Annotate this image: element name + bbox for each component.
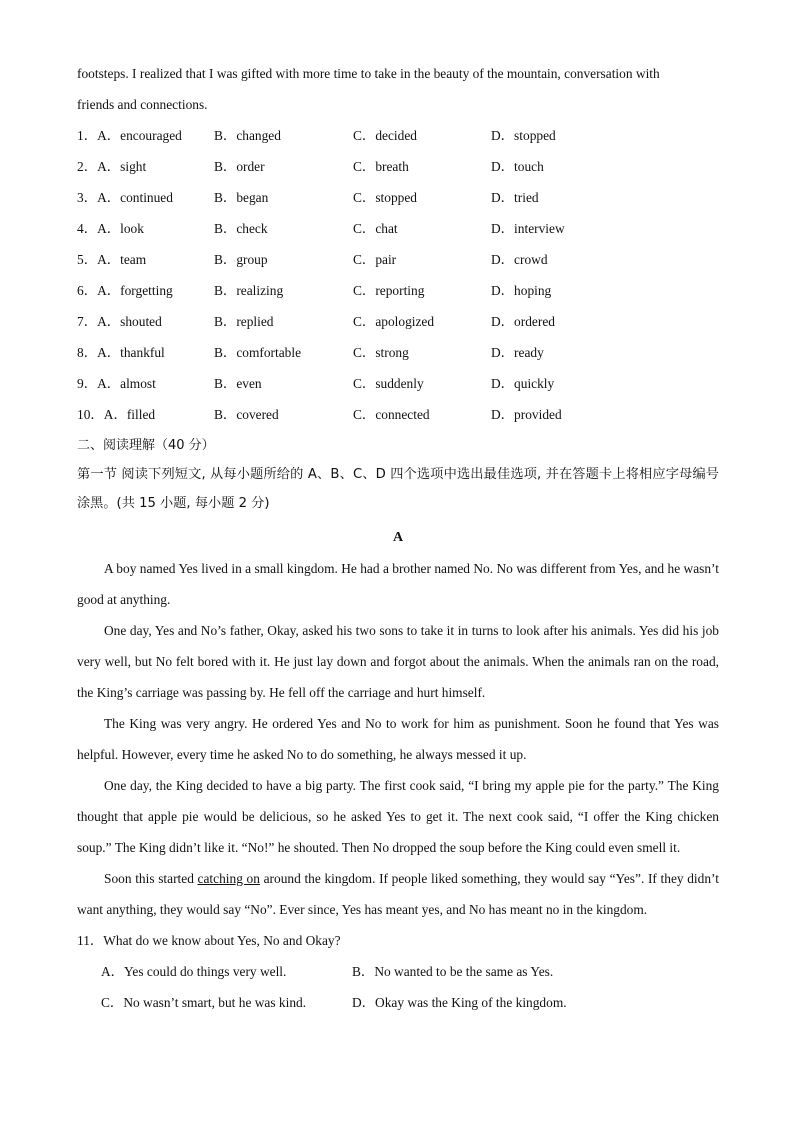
option-a: 6．A．forgetting	[77, 283, 173, 298]
option-row-6	[77, 275, 719, 306]
intro-line-2: friends and connections.	[77, 97, 208, 112]
option-b: B．group	[214, 252, 268, 267]
question-11-option-a: A．Yes could do things very well.	[101, 964, 287, 979]
option-c: C．stopped	[353, 190, 417, 205]
option-d: D．stopped	[491, 128, 556, 143]
option-c: C．suddenly	[353, 376, 424, 391]
option-row-3	[77, 182, 719, 213]
option-d: D．touch	[491, 159, 544, 174]
option-b: B．order	[214, 159, 265, 174]
option-d: D．interview	[491, 221, 565, 236]
paragraph-5-start: Soon this started	[104, 871, 198, 886]
paragraph-5-end: around the kingdom. If people liked something, they would say “Yes”. If they didn’t want anything, they would say “No”. Ever since, Yes has meant yes, and No has meant no in the kingdom.	[77, 871, 719, 917]
option-d: D．quickly	[491, 376, 555, 391]
option-b: B．check	[214, 221, 268, 236]
passage-paragraph-1: A boy named Yes lived in a small kingdom. He had a brother named No. No was different from Yes, and he wasn’t good at anything.	[77, 561, 719, 607]
option-a: 7．A．shouted	[77, 314, 162, 329]
question-11-options-row-1	[77, 956, 719, 987]
intro-line-1: footsteps. I realized that I was gifted with more time to take in the beauty of the mountain, conversation with	[77, 66, 660, 81]
option-d: D．provided	[491, 407, 562, 422]
option-a: 8．A．thankful	[77, 345, 165, 360]
option-b: B．replied	[214, 314, 274, 329]
option-d: D．ready	[491, 345, 544, 360]
option-c: C．breath	[353, 159, 409, 174]
section-instruction: 第一节 阅读下列短文, 从每小题所给的 A、B、C、D 四个选项中选出最佳选项, 并在答题卡上将相应字母编号涂黑。(共 15 小题, 每小题 2 分)	[77, 467, 719, 511]
section-heading: 二、阅读理解（40 分）	[77, 438, 215, 453]
option-b: B．realizing	[214, 283, 284, 298]
option-c: C．chat	[353, 221, 398, 236]
option-d: D．ordered	[491, 314, 555, 329]
option-c: C．strong	[353, 345, 409, 360]
option-b: B．even	[214, 376, 262, 391]
underlined-phrase: catching on	[197, 871, 260, 886]
option-c: C．decided	[353, 128, 417, 143]
option-row-4	[77, 213, 719, 244]
cloze-options-list	[77, 120, 719, 430]
passage-paragraph-5	[77, 863, 719, 925]
option-a: 2．A．sight	[77, 159, 147, 174]
option-b: B．comfortable	[214, 345, 302, 360]
option-a: 5．A．team	[77, 252, 147, 267]
exam-page	[77, 58, 719, 1018]
option-a: 1．A．encouraged	[77, 128, 182, 143]
option-row-5	[77, 244, 719, 275]
question-11-stem: 11．What do we know about Yes, No and Okay?	[77, 933, 341, 948]
option-b: B．covered	[214, 407, 279, 422]
option-b: B．changed	[214, 128, 281, 143]
option-row-9	[77, 368, 719, 399]
option-d: D．hoping	[491, 283, 552, 298]
passage-title: A	[392, 530, 404, 545]
option-a: 4．A．look	[77, 221, 144, 236]
option-a: 10．A．filled	[77, 407, 156, 422]
option-d: D．crowd	[491, 252, 548, 267]
question-11-option-d: D．Okay was the King of the kingdom.	[352, 995, 567, 1010]
option-row-2	[77, 151, 719, 182]
option-c: C．pair	[353, 252, 397, 267]
option-d: D．tried	[491, 190, 539, 205]
question-11-option-c: C．No wasn’t smart, but he was kind.	[101, 995, 307, 1010]
option-a: 3．A．continued	[77, 190, 173, 205]
option-row-10	[77, 399, 719, 430]
passage-paragraph-3: The King was very angry. He ordered Yes and No to work for him as punishment. Soon he found that Yes was helpful. However, every time he asked No to do something, he always messed it up.	[77, 716, 719, 762]
option-c: C．apologized	[353, 314, 435, 329]
option-b: B．began	[214, 190, 269, 205]
question-11-options-row-2	[77, 987, 719, 1018]
option-row-1	[77, 120, 719, 151]
passage-paragraph-2: One day, Yes and No’s father, Okay, asked his two sons to take it in turns to look after his animals. Yes did his job very well, but No felt bored with it. He just lay down and forgot about the animals. When the animals ran on the road, the King’s carriage was passing by. He fell off the carriage and hurt himself.	[77, 623, 719, 700]
option-a: 9．A．almost	[77, 376, 156, 391]
option-c: C．reporting	[353, 283, 425, 298]
option-row-7	[77, 306, 719, 337]
option-c: C．connected	[353, 407, 430, 422]
question-11-option-b: B．No wanted to be the same as Yes.	[352, 964, 554, 979]
option-row-8	[77, 337, 719, 368]
passage-paragraph-4: One day, the King decided to have a big party. The first cook said, “I bring my apple pie for the party.” The King thought that apple pie would be delicious, so he asked Yes to get it. The next cook said, “I offer the King chicken soup.” The King didn’t like it. “No!” he shouted. Then No dropped the soup before the King could even smell it.	[77, 778, 719, 855]
